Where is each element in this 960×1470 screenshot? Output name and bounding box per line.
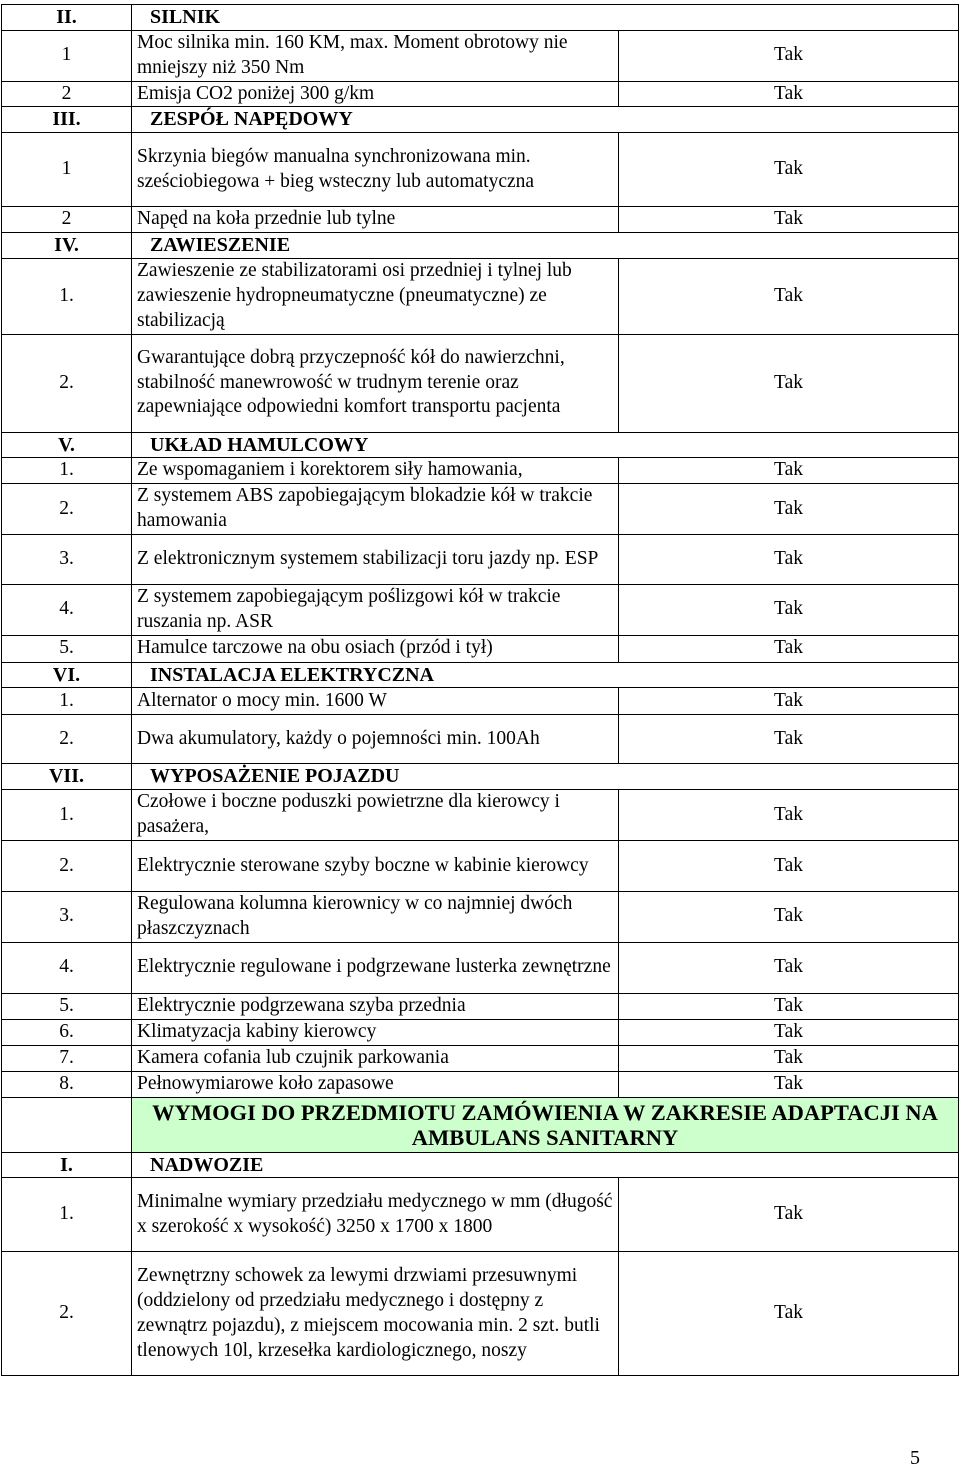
requirement-description: Hamulce tarczowe na obu osiach (przód i tył) [132,635,619,662]
item-number: 5. [2,993,132,1019]
item-number: 1 [2,133,132,207]
requirement-description: Skrzynia biegów manualna synchronizowana min. sześciobiegowa + bieg wsteczny lub automatyczna [132,133,619,207]
requirement-description: Elektrycznie sterowane szyby boczne w kabinie kierowcy [132,840,619,891]
requirement-description: Czołowe i boczne poduszki powietrzne dla kierowcy i pasażera, [132,790,619,841]
section-header-row [2,233,959,259]
section-header-row [2,1152,959,1178]
table-row [2,1019,959,1045]
requirement-value: Tak [619,534,959,584]
item-number: 7. [2,1045,132,1071]
requirement-value: Tak [619,790,959,841]
table-row [2,993,959,1019]
requirement-value: Tak [619,840,959,891]
table-row [2,81,959,107]
section-number: IV. [2,233,132,259]
requirement-value: Tak [619,942,959,993]
section-title: SILNIK [132,5,959,31]
table-row [2,484,959,535]
item-number: 4. [2,584,132,635]
requirement-value: Tak [619,993,959,1019]
requirement-description: Z systemem zapobiegającym poślizgowi kół w trakcie ruszania np. ASR [132,584,619,635]
page-number: 5 [910,1447,920,1469]
item-number: 2. [2,334,132,432]
table-row [2,259,959,334]
item-number: 2 [2,81,132,107]
table-row [2,1178,959,1252]
section-header-row [2,432,959,458]
section-header-row [2,764,959,790]
requirement-description: Alternator o mocy min. 1600 W [132,688,619,715]
section-header-row [2,5,959,31]
requirement-value: Tak [619,133,959,207]
item-number: 8. [2,1071,132,1097]
requirement-value: Tak [619,635,959,662]
table-row [2,207,959,233]
requirement-description: Napęd na koła przednie lub tylne [132,207,619,233]
requirement-description: Dwa akumulatory, każdy o pojemności min. 100Ah [132,715,619,764]
item-number: 1. [2,458,132,484]
section-title: UKŁAD HAMULCOWY [132,432,959,458]
requirement-description: Minimalne wymiary przedziału medycznego w mm (długość x szerokość x wysokość) 3250 x 1700 x 1800 [132,1178,619,1252]
requirement-value: Tak [619,458,959,484]
section-header-row [2,107,959,133]
requirement-value: Tak [619,891,959,942]
table-row [2,840,959,891]
table-row [2,635,959,662]
item-number: 1. [2,790,132,841]
item-number: 1 [2,31,132,82]
section-title: ZAWIESZENIE [132,233,959,259]
requirement-description: Elektrycznie podgrzewana szyba przednia [132,993,619,1019]
section-header-row [2,662,959,688]
section-number: VI. [2,662,132,688]
requirement-value: Tak [619,584,959,635]
item-number: 2. [2,1252,132,1376]
requirement-value: Tak [619,484,959,535]
requirement-value: Tak [619,688,959,715]
requirement-value: Tak [619,1178,959,1252]
requirement-value: Tak [619,207,959,233]
requirement-description: Ze wspomaganiem i korektorem siły hamowania, [132,458,619,484]
table-row [2,458,959,484]
section-number: V. [2,432,132,458]
table-row [2,534,959,584]
requirement-description: Zewnętrzny schowek za lewymi drzwiami przesuwnymi (oddzielony od przedziału medycznego i dostępny z zewnątrz pojazdu), z miejscem mocowania min. 2 szt. butli tlenowych 10l, krzesełka kardiologicznego, noszy [132,1252,619,1376]
table-row [2,133,959,207]
requirement-description: Pełnowymiarowe koło zapasowe [132,1071,619,1097]
requirement-description: Moc silnika min. 160 KM, max. Moment obrotowy nie mniejszy niż 350 Nm [132,31,619,82]
item-number: 1. [2,688,132,715]
table-row [2,715,959,764]
item-number: 2. [2,715,132,764]
item-number: 4. [2,942,132,993]
section-title: NADWOZIE [132,1152,959,1178]
item-number: 3. [2,534,132,584]
requirement-description: Gwarantujące dobrą przyczepność kół do nawierzchni, stabilność manewrowość w trudnym terenie oraz zapewniające odpowiedni komfort transportu pacjenta [132,334,619,432]
table-row [2,688,959,715]
item-number: 6. [2,1019,132,1045]
requirement-description: Elektrycznie regulowane i podgrzewane lusterka zewnętrzne [132,942,619,993]
section-number: II. [2,5,132,31]
section-title: WYPOSAŻENIE POJAZDU [132,764,959,790]
section-title: ZESPÓŁ NAPĘDOWY [132,107,959,133]
item-number: 2. [2,484,132,535]
requirement-description: Kamera cofania lub czujnik parkowania [132,1045,619,1071]
table-row [2,584,959,635]
section-number: I. [2,1152,132,1178]
table-row [2,790,959,841]
item-number: 2 [2,207,132,233]
table-row [2,1252,959,1376]
requirement-description: Emisja CO2 poniżej 300 g/km [132,81,619,107]
item-number: 5. [2,635,132,662]
item-number: 1. [2,1178,132,1252]
item-number: 1. [2,259,132,334]
specification-table-body [2,5,959,1376]
requirement-value: Tak [619,715,959,764]
requirement-value: Tak [619,1019,959,1045]
requirement-description: Regulowana kolumna kierownicy w co najmniej dwóch płaszczyznach [132,891,619,942]
requirement-value: Tak [619,1252,959,1376]
table-row [2,942,959,993]
section-number: VII. [2,764,132,790]
table-row [2,334,959,432]
requirement-description: Z systemem ABS zapobiegającym blokadzie kół w trakcie hamowania [132,484,619,535]
banner-title: WYMOGI DO PRZEDMIOTU ZAMÓWIENIA W ZAKRESIE ADAPTACJI NA AMBULANS SANITARNY [132,1097,959,1152]
requirement-value: Tak [619,259,959,334]
specification-table [1,4,959,1376]
section-title: INSTALACJA ELEKTRYCZNA [132,662,959,688]
table-row [2,1071,959,1097]
table-row [2,1045,959,1071]
table-row [2,31,959,82]
section-number: III. [2,107,132,133]
item-number: 2. [2,840,132,891]
banner-spacer [2,1097,132,1152]
requirement-value: Tak [619,31,959,82]
requirement-value: Tak [619,1045,959,1071]
requirement-value: Tak [619,1071,959,1097]
requirement-description: Z elektronicznym systemem stabilizacji toru jazdy np. ESP [132,534,619,584]
requirement-value: Tak [619,81,959,107]
requirement-description: Klimatyzacja kabiny kierowcy [132,1019,619,1045]
requirement-description: Zawieszenie ze stabilizatorami osi przedniej i tylnej lub zawieszenie hydropneumatyczne (pneumatyczne) ze stabilizacją [132,259,619,334]
table-row [2,891,959,942]
requirement-value: Tak [619,334,959,432]
section-banner [2,1097,959,1152]
item-number: 3. [2,891,132,942]
